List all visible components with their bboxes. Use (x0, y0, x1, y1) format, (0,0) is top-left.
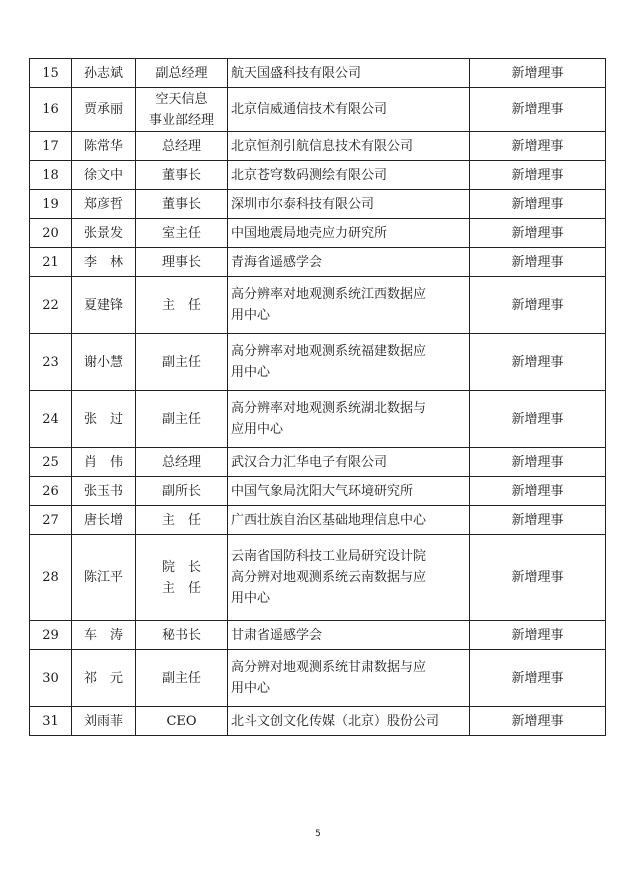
member-title: 董事长 (136, 161, 228, 190)
member-status: 新增理事 (470, 707, 606, 736)
row-number: 19 (30, 190, 72, 219)
page-number: 5 (315, 829, 321, 839)
member-name: 夏建锋 (72, 277, 136, 334)
member-organization: 甘肃省遥感学会 (228, 621, 470, 650)
member-organization: 青海省遥感学会 (228, 248, 470, 277)
member-organization: 武汉合力汇华电子有限公司 (228, 448, 470, 477)
row-number: 27 (30, 506, 72, 535)
member-title: 总经理 (136, 132, 228, 161)
member-title: 总经理 (136, 448, 228, 477)
member-name: 刘雨菲 (72, 707, 136, 736)
member-organization: 中国气象局沈阳大气环境研究所 (228, 477, 470, 506)
row-number: 17 (30, 132, 72, 161)
table-row (30, 391, 606, 448)
member-organization: 北京苍穹数码测绘有限公司 (228, 161, 470, 190)
member-title: 副主任 (136, 391, 228, 448)
member-organization: 云南省国防科技工业局研究设计院 高分辨对地观测系统云南数据与应 用中心 (228, 535, 470, 621)
table-row (30, 219, 606, 248)
member-name: 李 林 (72, 248, 136, 277)
member-organization: 北斗文创文化传媒（北京）股份公司 (228, 707, 470, 736)
table-row (30, 650, 606, 707)
row-number: 23 (30, 334, 72, 391)
member-organization: 北京恒剂引航信息技术有限公司 (228, 132, 470, 161)
member-title: 室主任 (136, 219, 228, 248)
member-organization: 高分辨率对地观测系统江西数据应 用中心 (228, 277, 470, 334)
table-row (30, 161, 606, 190)
row-number: 18 (30, 161, 72, 190)
table-row (30, 59, 606, 88)
council-member-table (29, 58, 606, 736)
member-organization: 广西壮族自治区基础地理信息中心 (228, 506, 470, 535)
member-name: 车 涛 (72, 621, 136, 650)
row-number: 16 (30, 88, 72, 132)
table-row (30, 277, 606, 334)
member-name: 张 过 (72, 391, 136, 448)
table-row (30, 88, 606, 132)
member-status: 新增理事 (470, 506, 606, 535)
table-row (30, 621, 606, 650)
member-title: 院 长 主 任 (136, 535, 228, 621)
member-organization: 中国地震局地壳应力研究所 (228, 219, 470, 248)
member-status: 新增理事 (470, 132, 606, 161)
member-name: 孙志斌 (72, 59, 136, 88)
member-status: 新增理事 (470, 190, 606, 219)
row-number: 15 (30, 59, 72, 88)
member-name: 张玉书 (72, 477, 136, 506)
row-number: 30 (30, 650, 72, 707)
member-status: 新增理事 (470, 161, 606, 190)
member-status: 新增理事 (470, 535, 606, 621)
row-number: 26 (30, 477, 72, 506)
member-title: 副总经理 (136, 59, 228, 88)
member-organization: 航天国盛科技有限公司 (228, 59, 470, 88)
member-organization: 北京信威通信技术有限公司 (228, 88, 470, 132)
member-name: 贾承丽 (72, 88, 136, 132)
member-name: 唐长增 (72, 506, 136, 535)
member-title: 副主任 (136, 650, 228, 707)
member-name: 张景发 (72, 219, 136, 248)
member-title: 主 任 (136, 277, 228, 334)
member-title: 主 任 (136, 506, 228, 535)
table-row (30, 190, 606, 219)
member-status: 新增理事 (470, 59, 606, 88)
member-organization: 高分辨率对地观测系统湖北数据与 应用中心 (228, 391, 470, 448)
member-title: 空天信息 事业部经理 (136, 88, 228, 132)
member-name: 谢小慧 (72, 334, 136, 391)
row-number: 21 (30, 248, 72, 277)
member-status: 新增理事 (470, 248, 606, 277)
member-status: 新增理事 (470, 88, 606, 132)
member-title: 董事长 (136, 190, 228, 219)
member-name: 陈常华 (72, 132, 136, 161)
table-row (30, 132, 606, 161)
member-status: 新增理事 (470, 391, 606, 448)
member-status: 新增理事 (470, 621, 606, 650)
table-row (30, 506, 606, 535)
member-status: 新增理事 (470, 334, 606, 391)
table-row (30, 535, 606, 621)
member-organization: 高分辨率对地观测系统福建数据应 用中心 (228, 334, 470, 391)
member-organization: 高分辨对地观测系统甘肃数据与应 用中心 (228, 650, 470, 707)
member-status: 新增理事 (470, 219, 606, 248)
table-row (30, 248, 606, 277)
member-status: 新增理事 (470, 277, 606, 334)
member-name: 祁 元 (72, 650, 136, 707)
member-title: 副主任 (136, 334, 228, 391)
row-number: 22 (30, 277, 72, 334)
member-organization: 深圳市尔泰科技有限公司 (228, 190, 470, 219)
member-title: 理事长 (136, 248, 228, 277)
member-title: 秘书长 (136, 621, 228, 650)
row-number: 24 (30, 391, 72, 448)
table-row (30, 707, 606, 736)
member-name: 郑彦哲 (72, 190, 136, 219)
table-body (30, 59, 606, 736)
member-status: 新增理事 (470, 477, 606, 506)
member-name: 肖 伟 (72, 448, 136, 477)
member-status: 新增理事 (470, 650, 606, 707)
member-name: 徐文中 (72, 161, 136, 190)
table-row (30, 448, 606, 477)
table-row (30, 477, 606, 506)
member-title: 副所长 (136, 477, 228, 506)
row-number: 25 (30, 448, 72, 477)
member-name: 陈江平 (72, 535, 136, 621)
member-title: CEO (136, 707, 228, 736)
row-number: 29 (30, 621, 72, 650)
member-status: 新增理事 (470, 448, 606, 477)
row-number: 31 (30, 707, 72, 736)
table-row (30, 334, 606, 391)
row-number: 28 (30, 535, 72, 621)
row-number: 20 (30, 219, 72, 248)
